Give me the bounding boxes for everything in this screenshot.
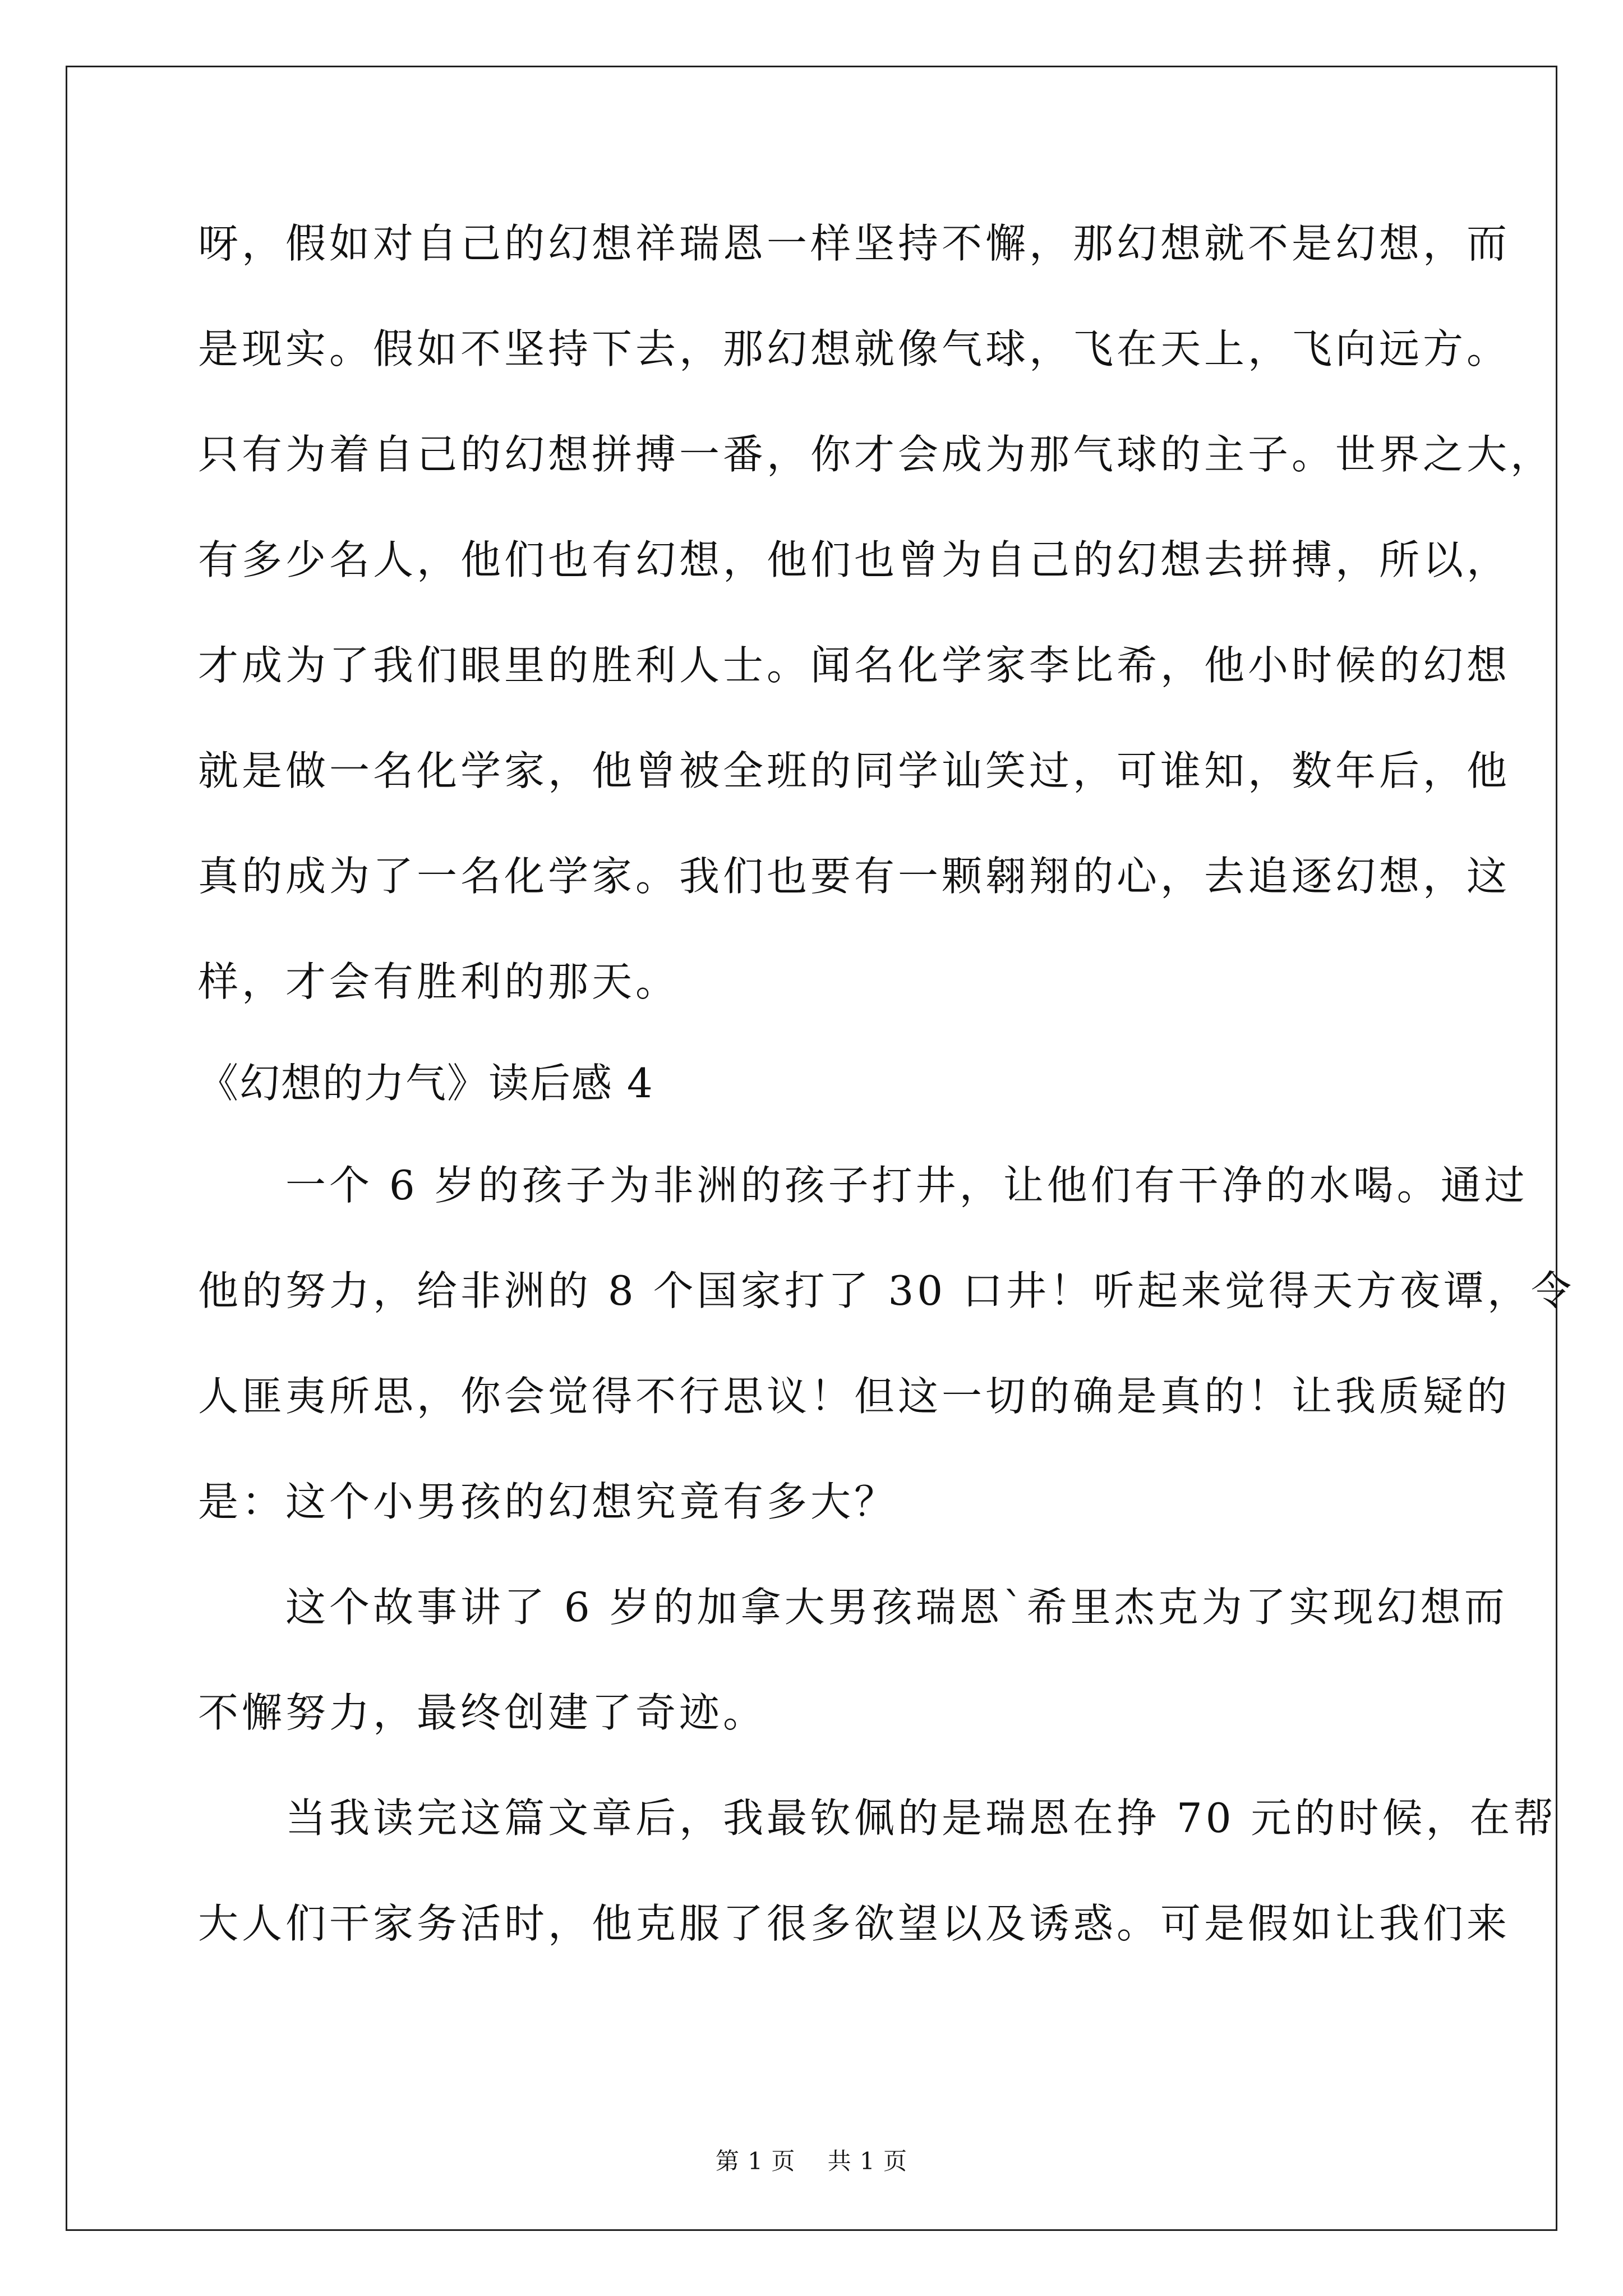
text-line: 就是做一名化学家，他曾被全班的同学讪笑过，可谁知，数年后，他 <box>198 747 1511 794</box>
text-line: 才成为了我们眼里的胜利人士。闻名化学家李比希，他小时候的幻想 <box>198 642 1511 689</box>
paragraph-4 <box>198 1765 1557 1976</box>
paragraph-1 <box>198 191 1555 1034</box>
text-line: 一个 6 岁的孩子为非洲的孩子打井，让他们有干净的水喝。通过 <box>198 1162 1528 1209</box>
text-line: 当我读完这篇文章后，我最钦佩的是瑞恩在挣 70 元的时候，在帮 <box>198 1795 1557 1842</box>
text-line: 只有为着自己的幻想拼搏一番，你才会成为那气球的主子。世界之大， <box>198 431 1555 478</box>
text-line: 呀，假如对自己的幻想祥瑞恩一样坚持不懈，那幻想就不是幻想，而 <box>198 220 1511 267</box>
text-line: 人匪夷所思，你会觉得不行思议！但这一切的确是真的！让我质疑的 <box>198 1373 1511 1420</box>
text-line: 大人们干家务活时，他克服了很多欲望以及诱惑。可是假如让我们来 <box>198 1900 1511 1947</box>
text-line: 不懈努力，最终创建了奇迹。 <box>198 1689 767 1736</box>
paragraph-2 <box>198 1133 1575 1554</box>
text-line: 真的成为了一名化学家。我们也要有一颗翱翔的心，去追逐幻想，这 <box>198 853 1511 900</box>
document-body <box>198 191 1575 1976</box>
section-heading: 《幻想的力气》读后感 4 <box>198 1060 654 1107</box>
text-line: 这个故事讲了 6 岁的加拿大男孩瑞恩`希里杰克为了实现幻想而 <box>198 1584 1508 1631</box>
text-line: 样，才会有胜利的那天。 <box>198 958 680 1005</box>
text-line: 他的努力，给非洲的 8 个国家打了 30 口井！听起来觉得天方夜谭，令 <box>198 1267 1575 1314</box>
page-footer: 第 1 页 共 1 页 <box>715 2147 908 2175</box>
text-line: 是：这个小男孩的幻想究竟有多大？ <box>198 1478 898 1525</box>
text-line: 是现实。假如不坚持下去，那幻想就像气球，飞在天上，飞向远方。 <box>198 325 1511 372</box>
text-line: 有多少名人，他们也有幻想，他们也曾为自己的幻想去拼搏，所以， <box>198 536 1511 583</box>
paragraph-3 <box>198 1554 1508 1765</box>
